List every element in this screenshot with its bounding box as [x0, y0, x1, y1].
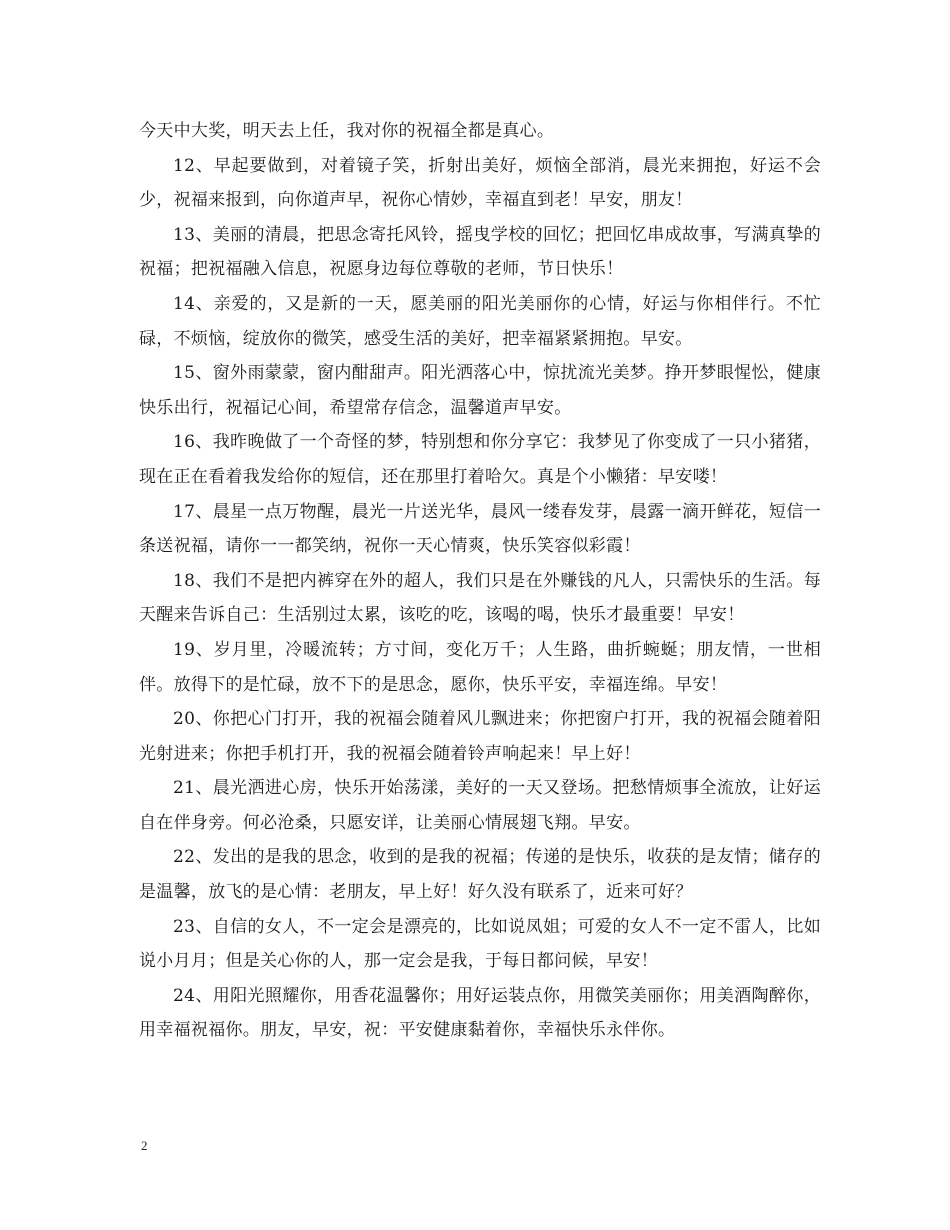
page-number: 2 — [141, 1138, 148, 1153]
document-body — [139, 114, 821, 1048]
paragraph-intro: 今天中大奖，明天去上任，我对你的祝福全都是真心。 — [139, 121, 555, 141]
paragraph-20: 20、你把心门打开，我的祝福会随着风儿飘进来；你把窗户打开，我的祝福会随着阳光射进来；你把手机打开，我的祝福会随着铃声响起来！早上好！ — [139, 709, 821, 764]
paragraph-13: 13、美丽的清晨，把思念寄托风铃，摇曳学校的回忆；把回忆串成故事，写满真挚的祝福；把祝福融入信息，祝愿身边每位尊敬的老师，节日快乐！ — [139, 224, 821, 280]
paragraph-19: 19、岁月里，冷暖流转；方寸间，变化万千；人生路，曲折蜿蜒；朋友情，一世相伴。放得下的是忙碌，放不下的是思念，愿你，快乐平安，幸福连绵。早安！ — [139, 639, 821, 695]
paragraph-21: 21、晨光洒进心房，快乐开始荡漾，美好的一天又登场。把愁情烦事全流放，让好运自在伴身旁。何必沧桑，只愿安详，让美丽心情展翅飞翔。早安。 — [139, 778, 821, 833]
paragraph-16: 16、我昨晚做了一个奇怪的梦，特别想和你分享它：我梦见了你变成了一只小猪猪，现在正在看着我发给你的短信，还在那里打着哈欠。真是个小懒猪：早安喽！ — [139, 432, 821, 487]
paragraph-24: 24、用阳光照耀你，用香花温馨你；用好运装点你，用微笑美丽你；用美酒陶醉你，用幸福祝福你。朋友，早安，祝：平安健康黏着你，幸福快乐永伴你。 — [139, 985, 821, 1041]
paragraph-17: 17、晨星一点万物醒，晨光一片送光华，晨风一缕春发芽，晨露一滴开鲜花，短信一条送祝福，请你一一都笑纳，祝你一天心情爽，快乐笑容似彩霞！ — [139, 501, 821, 557]
paragraph-15: 15、窗外雨蒙蒙，窗内酣甜声。阳光洒落心中，惊扰流光美梦。挣开梦眼惺忪，健康快乐出行，祝福记心间，希望常存信念，温馨道声早安。 — [139, 363, 821, 418]
paragraph-12: 12、早起要做到，对着镜子笑，折射出美好，烦恼全部消，晨光来拥抱，好运不会少，祝福来报到，向你道声早，祝你心情妙，幸福直到老！早安，朋友！ — [139, 155, 821, 211]
paragraph-22: 22、发出的是我的思念，收到的是我的祝福；传递的是快乐，收获的是友情；储存的是温馨，放飞的是心情：老朋友，早上好！好久没有联系了，近来可好？ — [139, 847, 821, 903]
paragraph-18: 18、我们不是把内裤穿在外的超人，我们只是在外赚钱的凡人，只需快乐的生活。每天醒来告诉自己：生活别过太累，该吃的吃，该喝的喝，快乐才最重要！早安！ — [139, 570, 821, 626]
paragraph-23: 23、自信的女人，不一定会是漂亮的，比如说凤姐；可爱的女人不一定不雷人，比如说小月月；但是关心你的人，那一定会是我，于每日都问候，早安！ — [139, 916, 821, 972]
paragraph-14: 14、亲爱的，又是新的一天，愿美丽的阳光美丽你的心情，好运与你相伴行。不忙碌，不烦恼，绽放你的微笑，感受生活的美好，把幸福紧紧拥抱。早安。 — [139, 293, 821, 349]
